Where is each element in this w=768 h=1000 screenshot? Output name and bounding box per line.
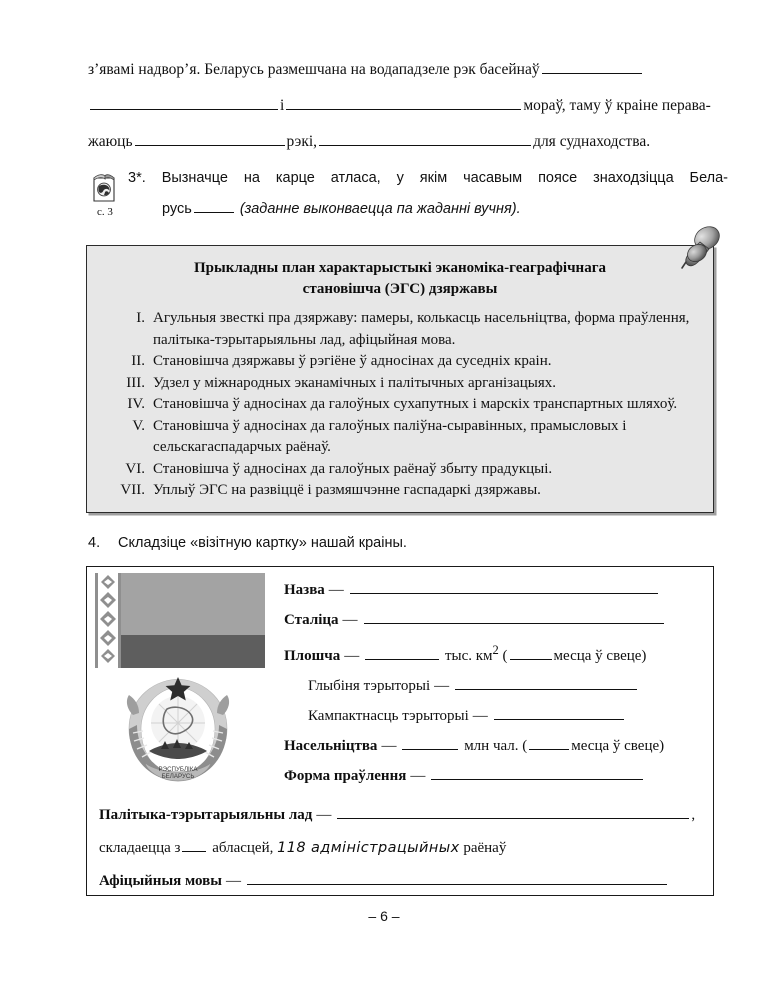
list-item	[101, 351, 699, 373]
task-3-line-1	[128, 170, 728, 186]
list-item	[101, 373, 699, 395]
item-text: Становішча дзяржавы ў рэгіёне ў адносінах да суседніх краін.	[153, 353, 552, 369]
atlas-page-reference: с. 3	[97, 206, 113, 218]
task-4-number: 4.	[88, 535, 101, 551]
blank-line	[402, 736, 458, 750]
field-depth: Глыбіня тэрыторыі —	[284, 671, 703, 701]
item-text: Агульныя звесткі пра дзяржаву: памеры, колькасць насельніцтва, форма праўлення, палітыка-тэрытарыяльны лад, афіцыйная мова.	[153, 310, 690, 348]
paragraph-text-6: для суднаходства.	[533, 133, 651, 150]
item-text: Становішча ў адносінах да галоўных раёнаў збыту прадукцыі.	[153, 460, 553, 477]
paragraph-text-5: рэкі,	[286, 133, 318, 150]
item-numeral: III.	[126, 374, 145, 391]
field-population-unit: млн чал.	[464, 738, 519, 754]
blank-line	[182, 838, 206, 852]
field-regions	[99, 832, 701, 865]
item-numeral: I.	[136, 310, 145, 326]
task-3-note: (заданне выконваецца па жаданні вучня).	[239, 201, 521, 217]
card-emblem-column	[87, 567, 280, 799]
paragraph-text-4: жаюць	[88, 133, 133, 150]
task-4-text: Складзіце «візітную картку» нашай краіны.	[118, 535, 407, 551]
field-area: Плошча — тыс. $км^2$ ( месца ў свеце)	[284, 643, 647, 664]
item-numeral: VII.	[120, 482, 145, 498]
emblem-ribbon-lower: БЕЛАРУСЬ	[161, 773, 195, 780]
field-population-label: Насельніцтва	[284, 738, 378, 754]
field-area-unit: тыс. км	[444, 648, 493, 664]
field-name: Назва —	[284, 575, 703, 605]
flag-ornament	[95, 573, 121, 668]
field-political-label: Палітыка-тэрытарыяльны лад	[99, 807, 313, 823]
regions-handwritten-answer: 118 адміністрацыйных	[277, 840, 460, 856]
plan-title-line-2: становішча (ЭГС) дзяржавы	[302, 281, 498, 297]
blank-line	[194, 199, 234, 213]
blank-line	[337, 805, 689, 819]
regions-suffix: раёнаў	[463, 840, 507, 856]
field-capital-label: Сталіца	[284, 612, 339, 628]
pushpin-icon	[672, 222, 726, 276]
paragraph-text-3: мораў, таму ў краіне перава-	[523, 97, 711, 114]
plan-box-title	[87, 246, 713, 304]
list-item	[101, 308, 699, 351]
item-numeral: IV.	[127, 396, 145, 412]
list-item	[101, 416, 699, 459]
field-languages-label: Афіцыйныя мовы	[99, 873, 222, 889]
field-area-unit-exponent: 2	[492, 643, 499, 657]
item-text: Становішча ў адносінах да галоўных сухапутных і марскіх транспартных шляхоў.	[153, 396, 678, 412]
plan-item-list	[87, 304, 713, 502]
field-depth-label: Глыбіня тэрыторыі	[308, 678, 431, 694]
item-text: Уплыў ЭГС на развіццё і размяшчэнне гаспадаркі дзяржавы.	[153, 482, 541, 498]
task-3-text: Вызначце на карце атласа, у якім часавым поясе знаходзіцца Бела-	[161, 170, 729, 186]
regions-mid: абласцей,	[212, 840, 274, 856]
task-3-line-2	[162, 199, 521, 217]
field-languages: Афіцыйныя мовы —	[99, 865, 701, 898]
flag-upper-band	[121, 573, 265, 635]
task-3-number: 3*.	[128, 170, 146, 186]
list-item	[101, 394, 699, 416]
field-capital: Сталіца —	[284, 605, 703, 635]
blank-line	[494, 706, 624, 720]
blank-line	[364, 610, 664, 624]
blank-line	[247, 871, 667, 885]
plan-title-line-1: Прыкладны план характарыстыкі эканоміка-геаграфічнага	[193, 260, 607, 276]
field-area-rank: месца ў свеце	[553, 648, 642, 664]
item-numeral: VI.	[125, 460, 145, 477]
page-footer	[0, 908, 768, 924]
atlas-book-icon	[91, 172, 117, 202]
blank-line	[529, 736, 569, 750]
item-numeral: V.	[132, 417, 145, 434]
blank-line	[542, 60, 642, 74]
paragraph-text-2: і	[280, 97, 285, 114]
task-3-text-continued: русь	[162, 201, 192, 217]
blank-line	[135, 132, 285, 146]
blank-line	[455, 676, 637, 690]
paragraph-text-1: з’явамі надвор’я. Беларусь размешчана на водападзеле рэк басейнаў	[88, 61, 540, 78]
emblem-ribbon-upper: РЭСПУБЛІКА	[158, 766, 198, 773]
list-item	[101, 459, 699, 481]
card-bottom-section	[87, 799, 713, 898]
card-top-section	[87, 567, 713, 799]
page-number: – 6 –	[368, 908, 400, 924]
field-political-structure: Палітыка-тэрытарыяльны лад — ,	[99, 807, 696, 823]
field-compactness-label: Кампактнасць тэрыторыі	[308, 708, 469, 724]
item-numeral: II.	[131, 353, 145, 369]
item-text: Становішча ў адносінах да галоўных паліўна-сыравінных, прамысловых і сельскагаспадарчых раёнаў.	[153, 417, 627, 455]
visiting-card-table	[86, 566, 714, 896]
field-compactness: Кампактнасць тэрыторыі —	[284, 701, 703, 731]
card-field-column	[280, 567, 713, 799]
belarus-coat-of-arms-icon	[115, 671, 241, 791]
field-government-label: Форма праўлення	[284, 768, 407, 784]
list-item	[101, 480, 699, 502]
blank-line	[365, 646, 439, 660]
blank-line	[431, 766, 643, 780]
task-4	[88, 535, 407, 551]
top-paragraph	[88, 52, 728, 160]
blank-line	[319, 132, 531, 146]
field-name-label: Назва	[284, 582, 325, 598]
blank-line	[286, 96, 521, 110]
blank-line	[510, 646, 552, 660]
field-government: Форма праўлення —	[284, 761, 703, 791]
item-text: Удзел у міжнародных эканамічных і палітычных арганізацыях.	[153, 374, 556, 391]
blank-line	[350, 580, 658, 594]
field-population-rank: месца ў свеце	[571, 738, 660, 754]
plan-box	[86, 245, 714, 513]
belarus-flag-icon	[95, 573, 265, 668]
blank-line	[90, 96, 278, 110]
flag-bands	[121, 573, 265, 668]
regions-prefix: складаецца з	[99, 840, 181, 856]
field-area-label: Плошча	[284, 648, 341, 664]
field-population: Насельніцтва — млн чал. ( месца ў свеце)	[284, 738, 665, 754]
flag-lower-band	[121, 635, 265, 668]
